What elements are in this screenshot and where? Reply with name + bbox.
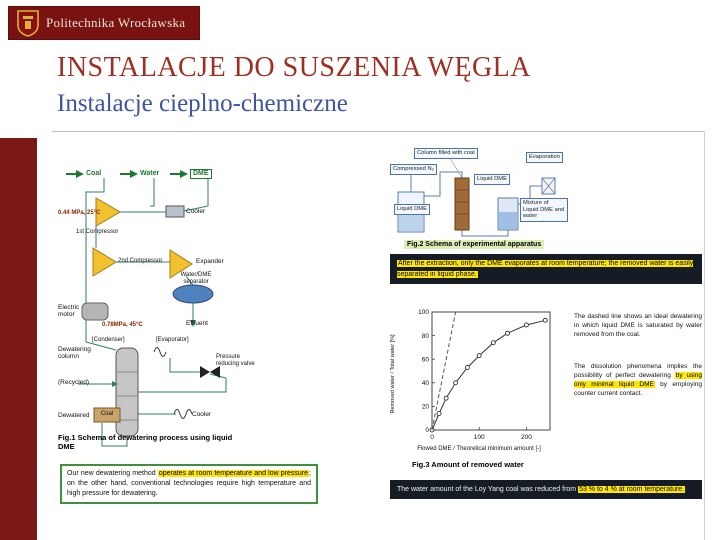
fig1-label-expander: Expander bbox=[196, 258, 224, 265]
svg-text:60: 60 bbox=[421, 356, 429, 364]
separator-shape bbox=[173, 285, 213, 303]
note-result bbox=[390, 480, 702, 499]
title-divider bbox=[52, 131, 704, 132]
fig3-plot-area bbox=[402, 300, 557, 445]
fig3-chart bbox=[388, 300, 570, 478]
fig1-label-motor: Electric motor bbox=[58, 304, 80, 319]
svg-text:100: 100 bbox=[473, 434, 485, 441]
fig1-label-pressure-valve: Pressure reducing valve bbox=[216, 354, 255, 367]
fig2-apparatus-diagram bbox=[390, 148, 572, 254]
note-segment: The water amount of the Loy Yang coal was reduced from bbox=[397, 486, 579, 493]
cooler-1-shape bbox=[166, 206, 184, 217]
fig1-label-cooler2: Cooler bbox=[192, 411, 212, 418]
svg-text:200: 200 bbox=[520, 434, 532, 441]
university-crest-icon bbox=[17, 10, 39, 37]
collection-vessel bbox=[498, 198, 518, 230]
cooler-2-coil bbox=[174, 410, 192, 419]
fig2-label-liquid-dme-top: Liquid DME bbox=[474, 174, 510, 185]
fig2-label-n2: Compressed N₂ bbox=[390, 164, 437, 175]
slide-title: INSTALACJE DO SUSZENIA WĘGLA bbox=[57, 52, 532, 83]
fig2-label-column: Column filled with coal bbox=[414, 148, 478, 159]
fig2-caption: Fig.2 Schema of experimental apparatus bbox=[404, 240, 544, 249]
feed-arrows bbox=[66, 170, 188, 178]
fig1-label-condenser: [Condenser] bbox=[92, 337, 125, 343]
note-segment: The dashed line shows an ideal dewatering in which liquid DME is saturated by water removed from the coal. bbox=[574, 313, 702, 339]
fig1-label-recycled: (Recycled) bbox=[58, 379, 90, 386]
note-segment: Our new dewatering method bbox=[67, 470, 158, 477]
fig1-process-diagram bbox=[58, 162, 330, 462]
note-dashed-line bbox=[574, 312, 702, 339]
fig1-label-dme: DME bbox=[190, 169, 212, 179]
right-border-line bbox=[704, 131, 705, 540]
fig1-label-dewatered: Dewatered bbox=[58, 412, 90, 419]
fig1-label-coal: Coal bbox=[86, 170, 102, 177]
note-highlight: 53 % to 4 % at room temperature. bbox=[579, 486, 685, 493]
fig3-y-axis-label: Removed water / Total water [%] bbox=[390, 334, 396, 414]
note-highlight: operates at room temperature and low pressure bbox=[158, 470, 309, 477]
coal-column bbox=[455, 178, 469, 230]
fig2-label-liquid-dme-left: Liquid DME bbox=[394, 204, 430, 215]
fig2-label-mixture: Mixture of Liquid DME and water bbox=[520, 198, 568, 222]
fig1-label-condition1: 0.44 MPa, 25°C bbox=[58, 210, 101, 216]
fig1-label-effluent: Effluent bbox=[186, 320, 208, 327]
left-accent-bar bbox=[0, 138, 37, 540]
evaporation-device bbox=[542, 178, 555, 194]
evaporator-coil bbox=[154, 348, 166, 357]
svg-text:80: 80 bbox=[421, 332, 429, 340]
fig1-label-compressor2: 2nd Compressor bbox=[118, 258, 163, 264]
note-highlight: After the extraction, only the DME evaporates at room temperature; the removed water is easily separated in liquid phase. bbox=[397, 260, 694, 279]
svg-text:100: 100 bbox=[418, 309, 429, 317]
dewatering-column-shape bbox=[116, 348, 138, 436]
fig3-x-axis-label: Flowed DME / Theoretical minimum amount [-] bbox=[417, 446, 541, 452]
svg-text:0: 0 bbox=[430, 434, 434, 441]
fig1-label-compressor1: 1st Compressor bbox=[76, 229, 119, 235]
note-new-method bbox=[60, 464, 318, 504]
fig1-label-coal-out: Coal bbox=[100, 411, 114, 417]
note-dissolution bbox=[574, 362, 702, 398]
fig2-label-evaporation: Evaporation bbox=[526, 152, 563, 163]
fig1-label-evaporator: [Evaporator] bbox=[156, 337, 189, 343]
svg-text:0: 0 bbox=[425, 427, 429, 435]
fig1-label-cooler1: Cooler bbox=[186, 208, 206, 215]
fig1-label-water: Water bbox=[140, 170, 160, 177]
svg-text:20: 20 bbox=[421, 403, 429, 411]
slide-subtitle: Instalacje cieplno-chemiczne bbox=[57, 90, 348, 117]
fig3-caption: Fig.3 Amount of removed water bbox=[412, 460, 524, 469]
fig1-label-separator: Water/DME separator bbox=[180, 272, 212, 285]
compressor-2-shape bbox=[93, 248, 116, 276]
university-name: Politechnika Wrocławska bbox=[46, 15, 186, 30]
note-segment: ; on the other hand, conventional technologies require high temperature and high pressure for dewatering. bbox=[67, 470, 311, 498]
university-logo bbox=[8, 6, 200, 40]
fig1-label-condition2: 0.78MPa, 45°C bbox=[102, 322, 143, 328]
note-highlight: by using only minimal liquid DME bbox=[574, 372, 702, 389]
note-segment: by employing counter current contact. bbox=[574, 381, 702, 398]
note-extraction bbox=[390, 254, 702, 284]
fig1-label-dewatering-column: Dewatering column bbox=[58, 346, 91, 361]
svg-text:40: 40 bbox=[421, 380, 429, 387]
label-pointer-line bbox=[450, 158, 462, 178]
note-segment: The dissolution phenomena implies the possibility of perfect dewatering bbox=[574, 363, 702, 380]
fig1-caption: Fig.1 Schema of dewatering process using liquid DME bbox=[58, 433, 233, 451]
